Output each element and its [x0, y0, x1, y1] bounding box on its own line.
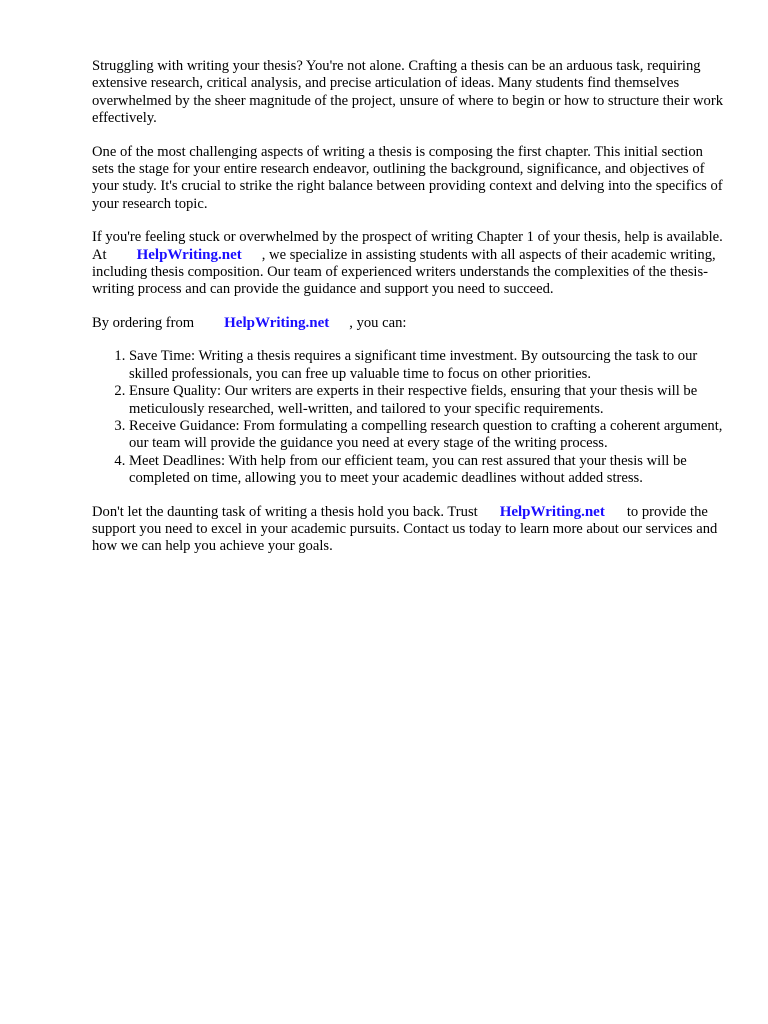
- intro-paragraph: Struggling with writing your thesis? You're not alone. Crafting a thesis can be an arduous task, requiring extensive research, critical analysis, and precise articulation of ideas. Many students find themselves overwhelmed by the sheer magnitude of the project, unsure of where to begin or how to structure their work effectively.: [92, 58, 723, 127]
- list-item: 3. Receive Guidance: From formulating a compelling research question to crafting a coherent argument, our team will provide the guidance you need at every stage of the writing process.: [129, 418, 728, 453]
- closing-text-end: to provide the support you need to excel in your academic pursuits. Contact us today to learn more about our services and how we can help you achieve your goals.: [92, 503, 718, 555]
- help-paragraph-text-end: , we specialize in assisting students with all aspects of their academic writing, including thesis composition. Our team of experienced writers understands the complexities of the thesis-writing process and can provide the guidance and support you need to succeed.: [92, 246, 716, 298]
- list-item: 1. Save Time: Writing a thesis requires a significant time investment. By outsourcing the task to our skilled professionals, you can free up valuable time to focus on other priorities.: [129, 348, 728, 383]
- ordering-text-start: By ordering from: [92, 314, 195, 331]
- list-item: 2. Ensure Quality: Our writers are experts in their respective fields, ensuring that your thesis will be meticulously researched, well-written, and tailored to your specific requirements.: [129, 383, 728, 418]
- list-item: 4. Meet Deadlines: With help from our efficient team, you can rest assured that your thesis will be completed on time, allowing you to meet your academic deadlines without added stress.: [129, 453, 728, 488]
- chapter-paragraph: One of the most challenging aspects of writing a thesis is composing the first chapter. This initial section sets the stage for your entire research endeavor, outlining the background, significance, and objectives of your study. It's crucial to strike the right balance between providing context and delving into the specifics of your research topic.: [92, 143, 723, 212]
- closing-text-start: Don't let the daunting task of writing a thesis hold you back. Trust: [92, 503, 478, 520]
- benefits-list: [92, 348, 728, 487]
- help-paragraph-text-start: If you're feeling stuck or overwhelmed by the prospect of writing Chapter 1 of your thesis, help is available. At: [92, 229, 723, 263]
- helpwriting-link[interactable]: HelpWriting.net: [136, 246, 242, 263]
- closing-paragraph: [92, 504, 728, 556]
- document-body: [92, 58, 728, 572]
- ordering-paragraph: [92, 315, 728, 332]
- helpwriting-link[interactable]: HelpWriting.net: [224, 314, 330, 331]
- helpwriting-link[interactable]: HelpWriting.net: [499, 503, 605, 520]
- ordering-text-end: , you can:: [349, 314, 407, 331]
- help-paragraph: [92, 229, 728, 299]
